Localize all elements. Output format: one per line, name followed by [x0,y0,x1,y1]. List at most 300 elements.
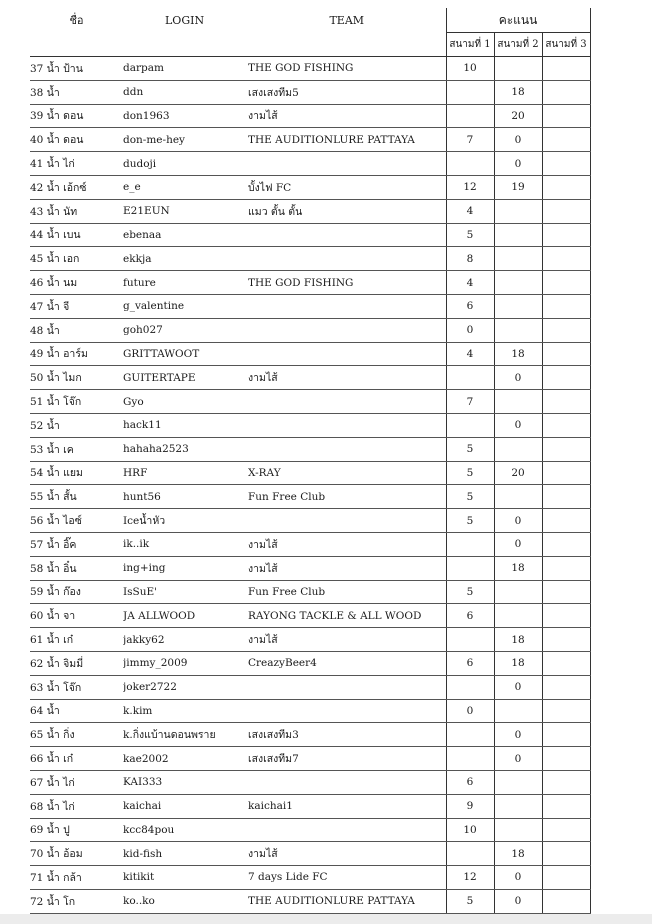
team-cell [248,390,446,414]
field-3-score [542,628,590,652]
login-cell: hack11 [123,413,248,437]
login-cell: Iceน้ำหัว [123,509,248,533]
table-row [30,390,590,414]
field-2-score [494,57,542,81]
row-number: 71 [30,871,44,884]
field-2-score: 0 [494,366,542,390]
table-row [30,842,590,866]
name-cell [30,818,123,842]
row-number: 58 [30,562,44,575]
field-3-score [542,104,590,128]
name-cell [30,556,123,580]
login-cell: ik..ik [123,532,248,556]
name-cell [30,509,123,533]
participant-name: น้ำ เบน [46,229,81,242]
field-2-score [494,699,542,723]
field-1-score: 5 [446,509,494,533]
table-row [30,723,590,747]
participant-name: น้ำ ไก่ [46,800,75,813]
field-1-score: 9 [446,794,494,818]
name-cell [30,461,123,485]
field-2-score [494,485,542,509]
login-cell: ekkja [123,247,248,271]
participant-name: น้ำ ดอน [46,110,84,123]
name-cell [30,794,123,818]
field-3-score [542,294,590,318]
field-3-score [542,247,590,271]
team-cell: งามไส้ [248,556,446,580]
table-row [30,271,590,295]
field-1-score [446,104,494,128]
login-cell: kaichai [123,794,248,818]
participant-name: น้ำ อิ๊ค [46,538,77,551]
field-3-score [542,390,590,414]
login-cell: kcc84pou [123,818,248,842]
table-row [30,532,590,556]
table-row [30,818,590,842]
name-cell [30,128,123,152]
login-cell: E21EUN [123,199,248,223]
field-3-score [542,413,590,437]
table-row [30,175,590,199]
table-row [30,247,590,271]
table-row [30,651,590,675]
field-2-score [494,770,542,794]
name-cell [30,294,123,318]
field-2-score: 0 [494,413,542,437]
row-number: 49 [30,348,44,361]
login-cell: jimmy_2009 [123,651,248,675]
login-cell: kitikit [123,866,248,890]
field-2-score: 18 [494,342,542,366]
table-row [30,342,590,366]
field-1-score [446,152,494,176]
team-cell [248,247,446,271]
field-2-score [494,318,542,342]
name-cell [30,723,123,747]
row-number: 37 [30,62,44,75]
participant-name: น้ำ นม [46,277,78,290]
team-cell: งามไส้ [248,628,446,652]
participant-name: น้ำ เก๋ [46,634,74,647]
table-row [30,889,590,913]
field-1-score: 5 [446,223,494,247]
participant-name: น้ำ โจ๊ก [46,396,82,409]
team-cell: เสงเสงทีม5 [248,80,446,104]
participant-name: น้ำ ไมก [46,372,82,385]
team-cell: แมว ตั้น ตั้น [248,199,446,223]
participant-name: น้ำ แยม [46,467,83,480]
login-cell: hahaha2523 [123,437,248,461]
login-cell: Gyo [123,390,248,414]
participant-name: น้ำ เอ้กซ์ [46,181,87,194]
participant-name: น้ำ ไอซ์ [46,515,82,528]
table-row [30,366,590,390]
team-cell: CreazyBeer4 [248,651,446,675]
participant-name: น้ำ จี [46,300,70,313]
field-2-score: 0 [494,866,542,890]
field-1-score: 12 [446,866,494,890]
field-1-score: 7 [446,128,494,152]
participant-name: น้ำ เอก [46,253,80,266]
score-column-header: คะแนน [446,8,590,33]
field-2-score: 0 [494,532,542,556]
name-cell [30,580,123,604]
participant-name: น้ำ กิ่ง [46,729,75,742]
participant-name: น้ำ [46,705,60,718]
team-cell: Fun Free Club [248,485,446,509]
field-2-score: 0 [494,889,542,913]
field-1-score [446,532,494,556]
row-number: 70 [30,848,44,861]
participant-name: น้ำ สั้น [46,491,77,504]
name-cell [30,604,123,628]
name-cell [30,104,123,128]
login-cell: kae2002 [123,747,248,771]
table-row [30,461,590,485]
field-1-score: 5 [446,461,494,485]
field-1-score: 5 [446,889,494,913]
login-cell: don-me-hey [123,128,248,152]
row-number: 72 [30,895,44,908]
field-3-score [542,651,590,675]
name-cell [30,390,123,414]
row-number: 64 [30,705,44,718]
team-cell: THE GOD FISHING [248,57,446,81]
field-2-score: 0 [494,509,542,533]
field-2-score: 18 [494,80,542,104]
field-2-score [494,794,542,818]
table-row [30,604,590,628]
team-cell: งามไส้ [248,366,446,390]
field-1-score: 4 [446,342,494,366]
row-number: 39 [30,110,44,123]
row-number: 46 [30,277,44,290]
table-row [30,128,590,152]
row-number: 50 [30,372,44,385]
participant-name: น้ำ [46,419,60,432]
field-2-score [494,580,542,604]
participant-name: น้ำ ดอน [46,134,84,147]
table-row [30,223,590,247]
field-3-score [542,271,590,295]
score-table [30,8,591,914]
field-1-score: 0 [446,318,494,342]
name-cell [30,247,123,271]
table-row [30,318,590,342]
field-3-score [542,342,590,366]
field-3-score [542,770,590,794]
field-3-score [542,699,590,723]
field-1-header: สนามที่ 1 [446,33,494,57]
field-2-score [494,818,542,842]
participant-name: น้ำ ก๊อง [46,586,81,599]
row-number: 51 [30,396,44,409]
header-row [30,8,590,33]
row-number: 57 [30,538,44,551]
participant-name: น้ำ อาร์ม [46,348,88,361]
row-number: 47 [30,300,44,313]
row-number: 62 [30,657,44,670]
row-number: 42 [30,181,44,194]
participant-name: น้ำ [46,324,60,337]
field-3-score [542,866,590,890]
login-cell: don1963 [123,104,248,128]
table-row [30,437,590,461]
name-cell [30,699,123,723]
field-1-score: 5 [446,485,494,509]
field-2-header: สนามที่ 2 [494,33,542,57]
table-row [30,294,590,318]
name-cell [30,437,123,461]
table-row [30,675,590,699]
participant-name: น้ำ โจ๊ก [46,681,82,694]
name-cell [30,271,123,295]
team-cell [248,818,446,842]
name-cell [30,80,123,104]
participant-name: น้ำ โก [46,895,76,908]
team-cell: 7 days Lide FC [248,866,446,890]
field-3-score [542,580,590,604]
team-cell: บั้งไฟ FC [248,175,446,199]
team-cell: kaichai1 [248,794,446,818]
team-cell: THE GOD FISHING [248,271,446,295]
name-cell [30,199,123,223]
field-1-score: 8 [446,247,494,271]
row-number: 48 [30,324,44,337]
participant-name: น้ำ ป้าน [46,62,83,75]
name-cell [30,318,123,342]
table-row [30,628,590,652]
team-cell [248,437,446,461]
score-table-body [30,57,590,914]
row-number: 43 [30,205,44,218]
team-cell [248,699,446,723]
field-2-score [494,604,542,628]
name-cell [30,842,123,866]
field-1-score: 6 [446,294,494,318]
team-cell: งามไส้ [248,842,446,866]
login-cell: GRITTAWOOT [123,342,248,366]
name-cell [30,532,123,556]
name-cell [30,747,123,771]
field-2-score: 19 [494,175,542,199]
field-2-score: 18 [494,628,542,652]
team-cell [248,223,446,247]
field-3-score [542,842,590,866]
name-cell [30,223,123,247]
field-1-score [446,842,494,866]
row-number: 54 [30,467,44,480]
participant-name: น้ำ กล้า [46,871,82,884]
table-row [30,80,590,104]
table-row [30,794,590,818]
table-row [30,866,590,890]
field-3-score [542,889,590,913]
field-3-score [542,175,590,199]
field-1-score [446,675,494,699]
name-cell [30,675,123,699]
field-3-score [542,532,590,556]
table-row [30,699,590,723]
subheader-row [30,33,590,57]
login-cell: IsSuE' [123,580,248,604]
field-2-score: 20 [494,461,542,485]
table-row [30,413,590,437]
table-row [30,747,590,771]
field-2-score: 0 [494,128,542,152]
row-number: 69 [30,824,44,837]
field-1-score: 5 [446,437,494,461]
login-cell: KAI333 [123,770,248,794]
field-3-score [542,437,590,461]
team-cell: Fun Free Club [248,580,446,604]
field-3-score [542,461,590,485]
row-number: 56 [30,515,44,528]
row-number: 65 [30,729,44,742]
participant-name: น้ำ เค [46,443,74,456]
team-cell [248,318,446,342]
table-row [30,199,590,223]
field-1-score [446,747,494,771]
table-row [30,556,590,580]
field-1-score [446,723,494,747]
name-cell [30,342,123,366]
field-1-score: 12 [446,175,494,199]
field-1-score: 7 [446,390,494,414]
team-cell: งามไส้ [248,532,446,556]
team-cell: THE AUDITIONLURE PATTAYA [248,128,446,152]
team-column-header: TEAM [329,13,365,27]
field-1-score [446,413,494,437]
field-2-score [494,294,542,318]
team-cell: X-RAY [248,461,446,485]
login-cell: jakky62 [123,628,248,652]
field-2-score [494,271,542,295]
participant-name: น้ำ จิมมี่ [46,657,84,670]
field-3-header: สนามที่ 3 [542,33,590,57]
login-cell: g_valentine [123,294,248,318]
team-cell: งามไส้ [248,104,446,128]
name-cell [30,628,123,652]
field-2-score: 18 [494,556,542,580]
table-row [30,57,590,81]
participant-name: น้ำ อิ๋น [46,562,77,575]
table-row [30,104,590,128]
table-row [30,770,590,794]
name-cell [30,770,123,794]
field-3-score [542,556,590,580]
name-cell [30,366,123,390]
field-1-score: 0 [446,699,494,723]
participant-name: น้ำ อ้อม [46,848,83,861]
field-3-score [542,723,590,747]
row-number: 66 [30,753,44,765]
login-cell: e_e [123,175,248,199]
field-2-score: 18 [494,651,542,675]
field-3-score [542,57,590,81]
login-cell: kid-fish [123,842,248,866]
field-2-score: 20 [494,104,542,128]
row-number: 55 [30,491,44,504]
login-cell: future [123,271,248,295]
field-2-score [494,437,542,461]
field-3-score [542,485,590,509]
field-1-score [446,80,494,104]
row-number: 67 [30,776,44,789]
login-column-header: LOGIN [165,13,205,27]
participant-name: น้ำ ปู [46,824,70,837]
team-cell: THE AUDITIONLURE PATTAYA [248,889,446,913]
team-cell [248,152,446,176]
field-3-score [542,509,590,533]
name-cell [30,413,123,437]
field-1-score: 6 [446,770,494,794]
name-cell [30,152,123,176]
row-number: 38 [30,86,44,99]
name-cell [30,866,123,890]
login-cell: JA ALLWOOD [123,604,248,628]
name-column-header: ชื่อ [69,14,84,28]
login-cell: goh027 [123,318,248,342]
name-cell [30,889,123,913]
field-2-score [494,199,542,223]
row-number: 63 [30,681,44,694]
participant-name: น้ำ ไก่ [46,776,75,789]
table-row [30,152,590,176]
name-cell [30,57,123,81]
login-cell: darpam [123,57,248,81]
login-cell: HRF [123,461,248,485]
row-number: 40 [30,134,44,147]
row-number: 41 [30,158,44,171]
field-1-score: 4 [446,199,494,223]
participant-name: น้ำ [46,86,60,99]
table-row [30,485,590,509]
field-1-score [446,628,494,652]
participant-name: น้ำ นัท [46,205,78,218]
row-number: 44 [30,229,44,242]
login-cell: ing+ing [123,556,248,580]
participant-name: น้ำ ไก่ [46,158,75,171]
login-cell: k.kim [123,699,248,723]
field-1-score: 10 [446,57,494,81]
field-2-score [494,247,542,271]
field-3-score [542,223,590,247]
name-cell [30,175,123,199]
login-cell: k.กิ่งแบ้านดอนพราย [123,723,248,747]
participant-name: น้ำ เก๋ [46,753,74,765]
page-edge [0,914,652,924]
field-3-score [542,318,590,342]
login-cell: joker2722 [123,675,248,699]
field-1-score: 6 [446,651,494,675]
row-number: 59 [30,586,44,599]
field-3-score [542,794,590,818]
login-cell: hunt56 [123,485,248,509]
field-3-score [542,366,590,390]
team-cell: เสงเสงทีม3 [248,723,446,747]
field-2-score: 18 [494,842,542,866]
login-cell: dudoji [123,152,248,176]
login-cell: ko..ko [123,889,248,913]
field-1-score: 4 [446,271,494,295]
login-cell: GUITERTAPE [123,366,248,390]
row-number: 68 [30,800,44,813]
field-1-score [446,556,494,580]
field-3-score [542,747,590,771]
row-number: 45 [30,253,44,266]
